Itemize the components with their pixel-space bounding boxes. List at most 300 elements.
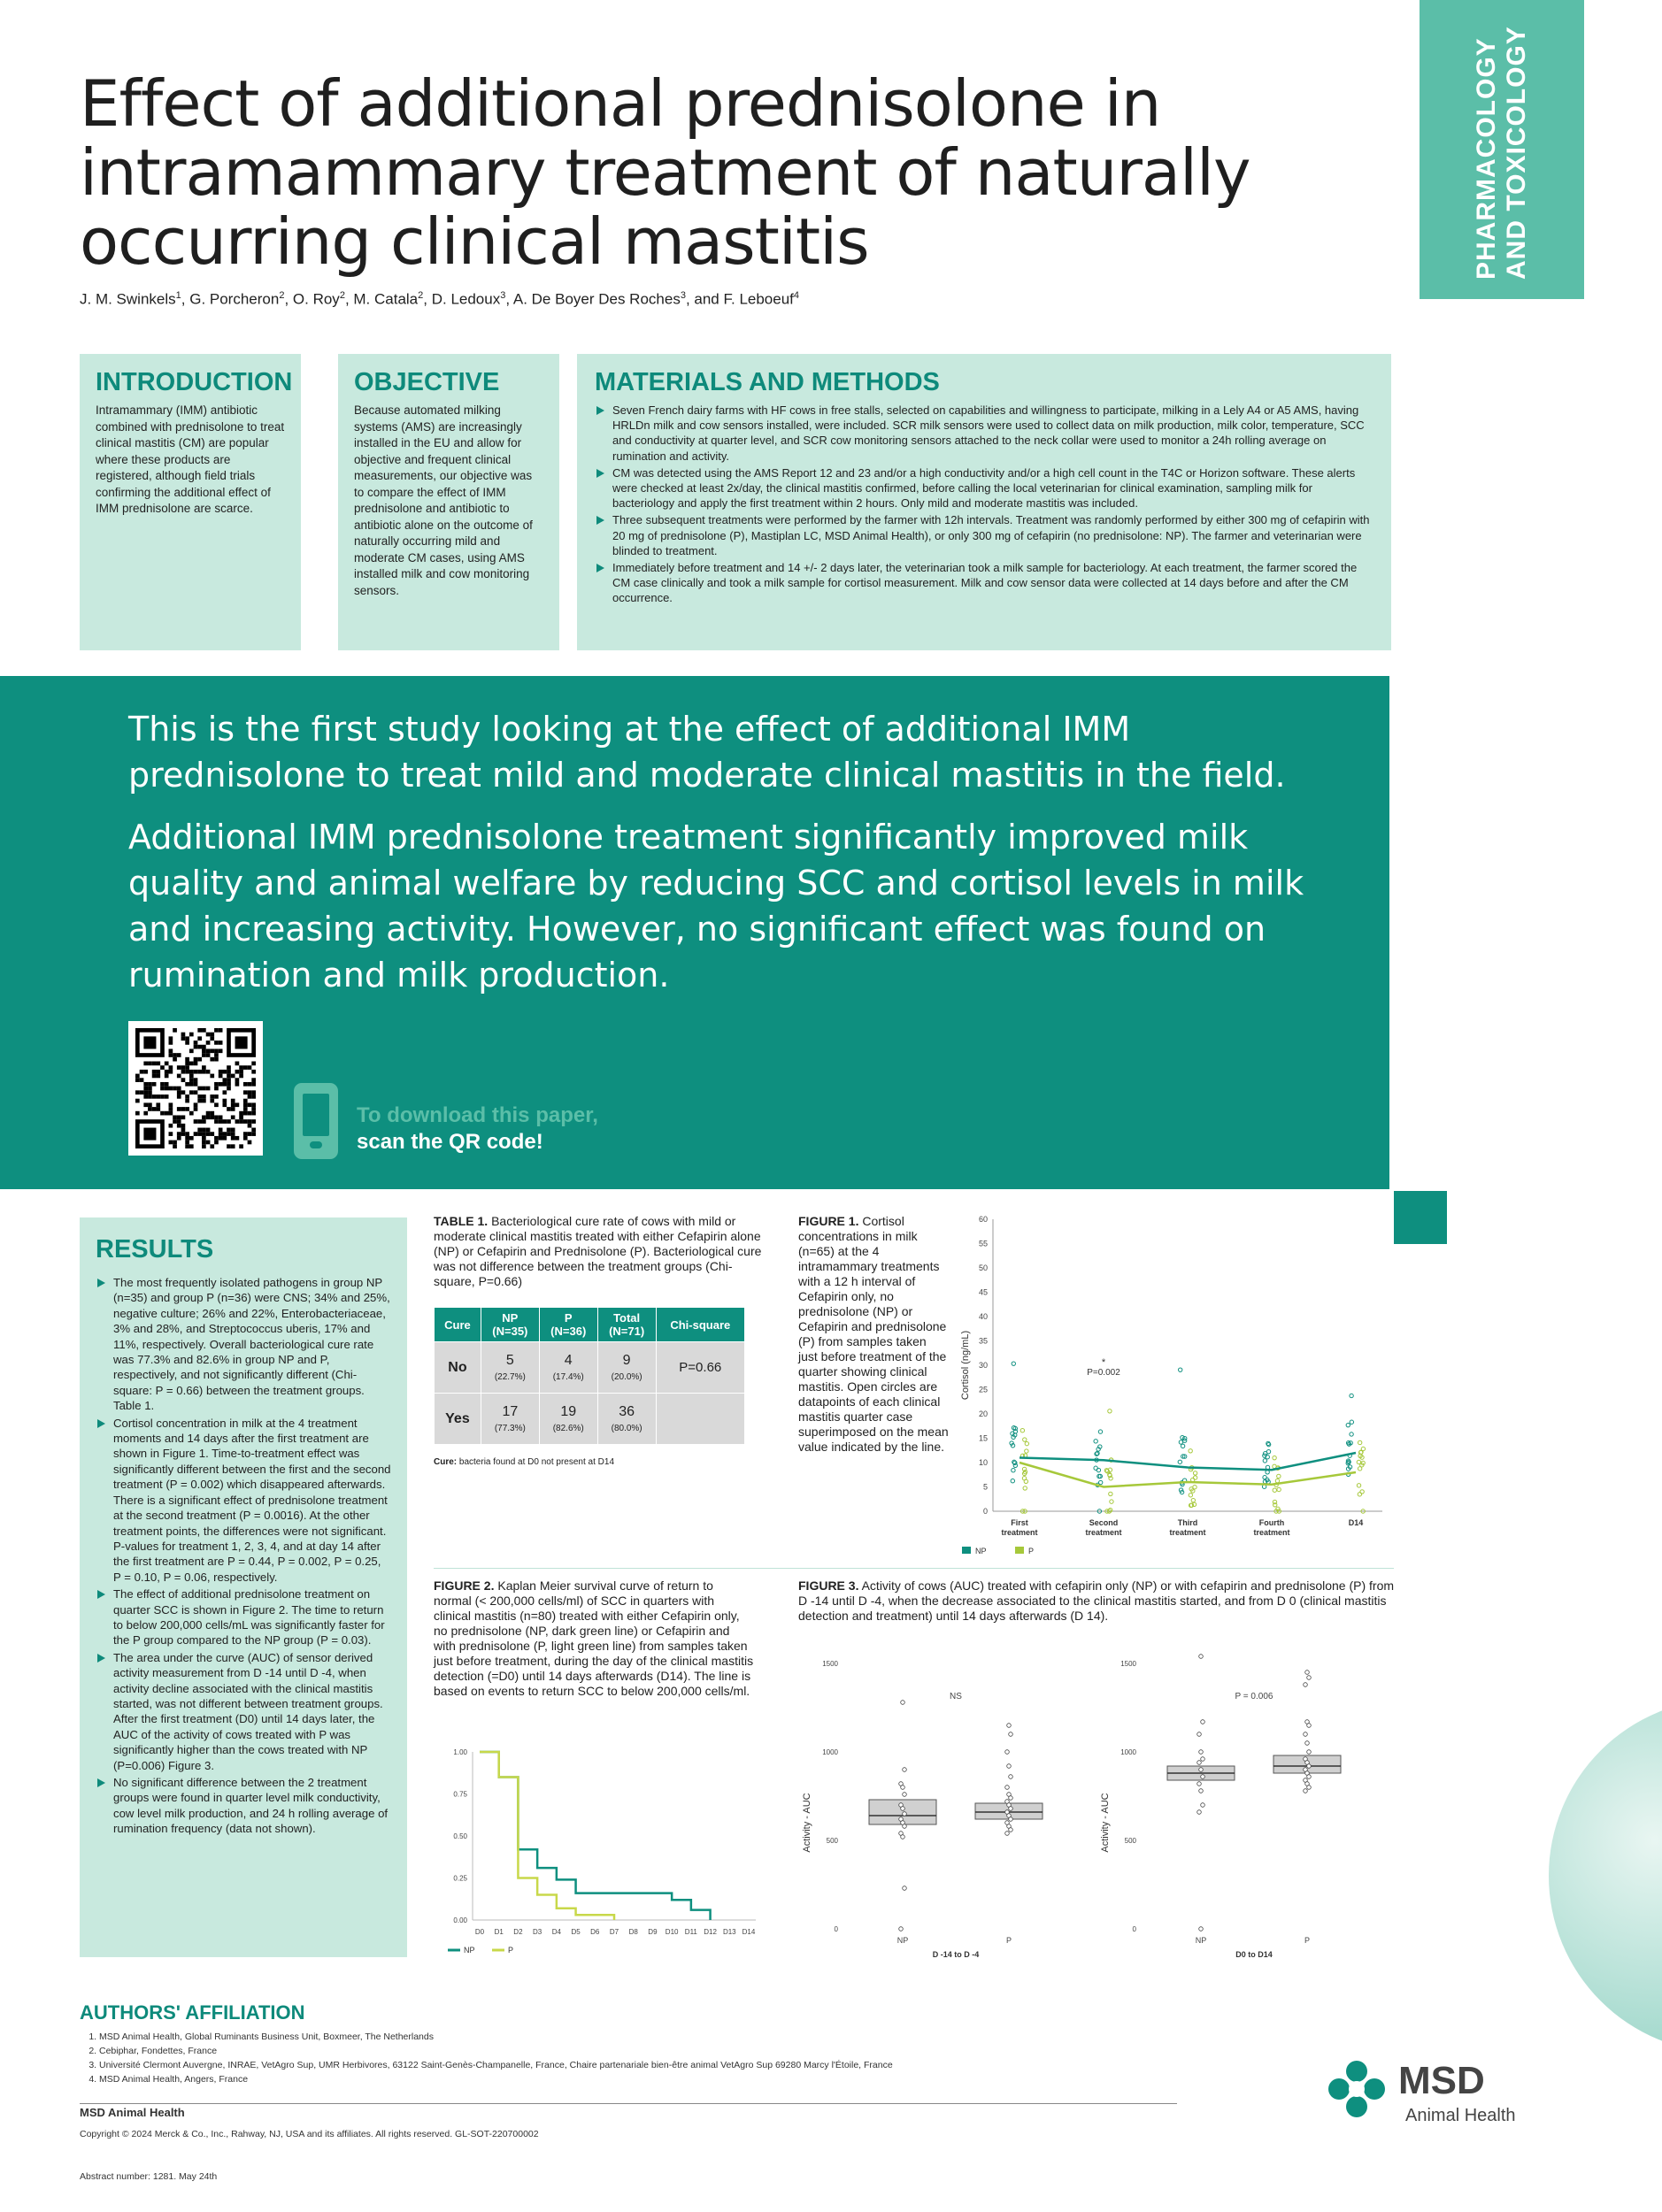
data-point (1201, 1757, 1205, 1762)
data-point (1094, 1466, 1097, 1470)
table-row (435, 1342, 745, 1394)
x-tick-label: First (1011, 1518, 1028, 1527)
author-separator: , (181, 290, 190, 308)
qr-module (177, 1119, 181, 1124)
table-row-label: Yes (435, 1394, 481, 1445)
author-separator: , (505, 290, 513, 308)
qr-module (214, 1094, 219, 1099)
qr-module (194, 1057, 198, 1062)
qr-module (148, 1062, 152, 1066)
figure-3-chart-after (1090, 1646, 1382, 1964)
data-point (1108, 1409, 1112, 1413)
data-point (1005, 1786, 1010, 1790)
qr-module (181, 1128, 186, 1133)
qr-module (156, 1094, 160, 1099)
qr-module (206, 1033, 211, 1037)
data-point (903, 1812, 907, 1816)
qr-module (177, 1132, 181, 1136)
qr-module (185, 1107, 189, 1111)
data-point (1197, 1761, 1202, 1765)
data-point (1350, 1432, 1353, 1436)
x-tick-label: NP (1195, 1936, 1207, 1945)
qr-module (152, 1070, 157, 1074)
data-point (1094, 1440, 1097, 1443)
qr-module (189, 1062, 194, 1066)
x-tick-label: D3 (533, 1928, 542, 1936)
qr-module (169, 1141, 173, 1145)
qr-module (239, 1065, 243, 1070)
qr-module (194, 1041, 198, 1045)
qr-module (231, 1115, 235, 1119)
table-header-cell: NP (N=35) (481, 1308, 539, 1342)
qr-module (231, 1074, 235, 1079)
qr-module (251, 1070, 256, 1074)
qr-module (231, 1102, 235, 1107)
qr-module (165, 1087, 169, 1091)
data-point (1007, 1764, 1012, 1769)
data-point (901, 1835, 905, 1839)
legend-swatch (962, 1547, 971, 1554)
author-list (80, 290, 799, 309)
x-tick-label: D12 (704, 1928, 717, 1936)
qr-module (173, 1087, 177, 1091)
banner-text-2: Additional IMM prednisolone treatment significantly improved milk quality and animal welfare by reducing SCC and cortisol levels in milk and increasing activity. However, no significant effect was found on rumination and milk production. (128, 818, 1304, 995)
y-axis-label: Activity - AUC (1100, 1793, 1111, 1853)
author-affiliation-number: 1 (175, 290, 181, 301)
qr-module (165, 1074, 169, 1079)
qr-module (222, 1132, 227, 1136)
qr-module (181, 1132, 186, 1136)
qr-module (169, 1041, 173, 1045)
qr-module (239, 1070, 243, 1074)
qr-module (197, 1094, 202, 1099)
qr-module (248, 1124, 252, 1128)
qr-module (135, 1090, 140, 1094)
qr-module (206, 1048, 211, 1053)
qr-module (248, 1119, 252, 1124)
methods-box (577, 354, 1391, 650)
poster-title: Effect of additional prednisolone in intramammary treatment of naturally occurring clinical mastitis (80, 66, 1250, 279)
y-tick-label: 25 (978, 1385, 988, 1394)
qr-module (210, 1048, 214, 1053)
qr-module (143, 1082, 148, 1087)
x-tick-label: NP (896, 1936, 909, 1945)
data-point (1273, 1488, 1276, 1492)
data-point (1275, 1479, 1279, 1482)
data-point (1009, 1828, 1013, 1832)
qr-module (235, 1136, 240, 1141)
qr-module (210, 1144, 214, 1148)
qr-module (251, 1119, 256, 1124)
qr-module (222, 1099, 227, 1103)
data-point (1023, 1438, 1027, 1441)
affiliation-heading: AUTHORS' AFFILIATION (80, 2001, 305, 2024)
data-point (903, 1886, 907, 1891)
data-point (1199, 1927, 1204, 1932)
qr-module (143, 1070, 148, 1074)
x-tick-label: treatment (1253, 1528, 1290, 1537)
footer-company: MSD Animal Health (80, 2106, 185, 2119)
qr-module (197, 1057, 202, 1062)
data-point (1277, 1487, 1281, 1491)
data-point (1358, 1493, 1361, 1496)
qr-module (165, 1111, 169, 1116)
list-item: Immediately before treatment and 14 +/- 2 days later, the veterinarian took a milk sample for bacteriology. At each treatment, the farmer scored the CM case clinically and took a milk sample for cortisol measurement. Milk and cow sensor data were collected at 14 days before and after the CM occurrence. (595, 560, 1373, 606)
qr-module (194, 1062, 198, 1066)
data-point (899, 1927, 904, 1932)
qr-module (152, 1062, 157, 1066)
results-list (96, 1275, 391, 1837)
qr-module (169, 1048, 173, 1053)
qr-module (143, 1062, 148, 1066)
qr-module (148, 1090, 152, 1094)
qr-module (214, 1087, 219, 1091)
introduction-heading: INTRODUCTION (96, 368, 293, 396)
qr-module (248, 1065, 252, 1070)
qr-module (181, 1033, 186, 1037)
qr-module (222, 1119, 227, 1124)
table-row-label: No (435, 1342, 481, 1394)
qr-module (210, 1132, 214, 1136)
data-point (1025, 1441, 1028, 1445)
qr-module (222, 1136, 227, 1141)
qr-module (219, 1119, 223, 1124)
author-separator: , and (685, 290, 724, 308)
qr-module (177, 1136, 181, 1141)
qr-module (160, 1065, 165, 1070)
qr-module (181, 1115, 186, 1119)
author-affiliation-number: 3 (500, 290, 506, 301)
qr-module (189, 1082, 194, 1087)
data-point (1358, 1440, 1361, 1444)
table-header-cell: P (N=36) (539, 1308, 597, 1342)
figure-1-caption: FIGURE 1. Cortisol concentrations in milk (n=65) at the 4 intramammary treatments with a 12 h interval of Cefapirin only, no prednisolone (NP) or Cefapirin and prednisolone (P) from samples taken just before treatment of the quarter showing clinical mastitis. Open circles are datapoints of each clinical mastitis quarter case superimposed on the mean value indicated by the line. (798, 1214, 949, 1454)
data-point (1304, 1683, 1308, 1687)
list-item: 2. Cebiphar, Fondettes, France (99, 2044, 1230, 2058)
qr-module (248, 1111, 252, 1116)
qr-module (206, 1115, 211, 1119)
table-1-section (434, 1214, 763, 1467)
legend-label: NP (975, 1547, 987, 1555)
qr-module (219, 1128, 223, 1133)
significance-label: P = 0.006 (1235, 1692, 1273, 1701)
y-tick-label: 60 (978, 1215, 988, 1224)
qr-module (185, 1062, 189, 1066)
qr-module (214, 1082, 219, 1087)
y-tick-label: 0.25 (453, 1874, 467, 1883)
x-tick-label: treatment (1085, 1528, 1122, 1537)
qr-module (143, 1102, 148, 1107)
download-text-1: To download this paper, (357, 1103, 598, 1127)
author-separator: , (423, 290, 432, 308)
qr-module (206, 1087, 211, 1091)
qr-module (210, 1074, 214, 1079)
qr-module (135, 1078, 140, 1082)
qr-module (202, 1065, 206, 1070)
qr-module (189, 1136, 194, 1141)
qr-module (148, 1107, 152, 1111)
qr-module (165, 1082, 169, 1087)
results-heading: RESULTS (96, 1235, 214, 1263)
data-point (1197, 1782, 1202, 1786)
qr-code[interactable] (128, 1021, 263, 1156)
list-item: The most frequently isolated pathogens in group NP (n=35) and group P (n=36) were CNS; 34% and 25%, negative culture; 26% and 22%, Enterobacteriaceae, 3% and 28%, and Streptococcus uberis, 17% and 11%, respectively. Overall bacteriological cure rate was 77.3% and 82.6% in group NP and P, respectively, and not significantly different (Chi-square: P = 0.66) between the treatment groups. Table 1. (96, 1275, 391, 1414)
data-point (1266, 1449, 1270, 1453)
qr-module (227, 1132, 231, 1136)
qr-module (177, 1053, 181, 1057)
qr-module (222, 1082, 227, 1087)
x-tick-label: Second (1089, 1518, 1119, 1527)
qr-module (197, 1132, 202, 1136)
data-point (1178, 1460, 1181, 1463)
data-point (1007, 1724, 1012, 1728)
qr-module (189, 1048, 194, 1053)
qr-module (156, 1070, 160, 1074)
qr-module (197, 1087, 202, 1091)
qr-module (189, 1074, 194, 1079)
y-tick-label: 1.00 (453, 1748, 467, 1756)
data-point (1199, 1655, 1204, 1659)
qr-module (197, 1036, 202, 1041)
qr-module (206, 1128, 211, 1133)
qr-module (210, 1036, 214, 1041)
qr-module (148, 1094, 152, 1099)
data-point (1263, 1459, 1266, 1463)
qr-module (173, 1115, 177, 1119)
qr-module (243, 1099, 248, 1103)
qr-module (202, 1070, 206, 1074)
section-divider (434, 1568, 1394, 1569)
data-point (1201, 1720, 1205, 1724)
qr-module (173, 1053, 177, 1057)
qr-module (210, 1057, 214, 1062)
qr-module (194, 1070, 198, 1074)
x-tick-label: Fourth (1258, 1518, 1285, 1527)
qr-module (222, 1070, 227, 1074)
y-tick-label: 0 (982, 1507, 988, 1516)
qr-module (194, 1045, 198, 1049)
table-chi-cell: P=0.66 (656, 1342, 744, 1394)
qr-module (152, 1074, 157, 1079)
qr-module (181, 1036, 186, 1041)
qr-module (177, 1090, 181, 1094)
qr-module (219, 1048, 223, 1053)
author-affiliation-number: 4 (793, 290, 800, 301)
banner-text-1: This is the first study looking at the effect of additional IMM prednisolone to treat mild and moderate clinical mastitis in the field. (128, 710, 1286, 795)
y-tick-label: 500 (1124, 1837, 1136, 1845)
author-name: O. Roy (292, 290, 340, 308)
qr-module (210, 1033, 214, 1037)
data-point (1181, 1444, 1184, 1448)
qr-module (140, 1070, 144, 1074)
data-point (1199, 1750, 1204, 1755)
author-name: J. M. Swinkels (80, 290, 176, 308)
qr-module (169, 1036, 173, 1041)
qr-module (214, 1028, 219, 1033)
significance-label: NS (950, 1692, 962, 1701)
data-point (1005, 1750, 1010, 1755)
qr-module (169, 1053, 173, 1057)
qr-module (185, 1057, 189, 1062)
qr-module (177, 1065, 181, 1070)
key-message-banner (0, 676, 1389, 1189)
qr-module (177, 1107, 181, 1111)
qr-module (222, 1102, 227, 1107)
qr-module (156, 1102, 160, 1107)
x-tick-label: P (1005, 1936, 1012, 1945)
table-1 (434, 1307, 745, 1445)
footer-copyright: Copyright © 2024 Merck & Co., Inc., Rahway, NJ, USA and its affiliates. All rights reserved. GL-SOT-220700002 (80, 2129, 539, 2139)
list-item: No significant difference between the 2 treatment groups were found in quarter level milk conductivity, cow level milk production, and 24 h rolling average of rumination frequency (data not shown). (96, 1775, 391, 1837)
qr-module (177, 1124, 181, 1128)
footer (80, 2106, 1177, 2184)
msd-logo-name: MSD (1398, 2059, 1485, 2102)
data-point (1305, 1741, 1310, 1746)
qr-module (202, 1094, 206, 1099)
qr-module (185, 1082, 189, 1087)
qr-module (169, 1065, 173, 1070)
qr-module (173, 1141, 177, 1145)
author-name: M. Catala (353, 290, 419, 308)
qr-module (235, 1102, 240, 1107)
qr-module (248, 1082, 252, 1087)
x-tick-label: D14 (1348, 1518, 1364, 1527)
qr-module (227, 1065, 231, 1070)
x-tick-label: D7 (609, 1928, 619, 1936)
data-point (1307, 1724, 1312, 1728)
data-point (1110, 1500, 1113, 1503)
qr-module (206, 1141, 211, 1145)
qr-module (185, 1041, 189, 1045)
table-cell: 4 (17.4%) (539, 1342, 597, 1394)
data-point (1350, 1420, 1353, 1424)
decorative-arc (1531, 1699, 1662, 2053)
data-point (1197, 1732, 1202, 1737)
qr-module (219, 1132, 223, 1136)
introduction-text: Intramammary (IMM) antibiotic combined with prednisolone to treat clinical mastitis (CM) are popular where these products are registered, although field trials confirming the additional effect of IMM prednisolone are scarce. (96, 403, 285, 515)
qr-module (227, 1082, 231, 1087)
qr-module (156, 1062, 160, 1066)
y-tick-label: 0.50 (453, 1832, 467, 1840)
data-point (1197, 1810, 1202, 1815)
qr-module (185, 1141, 189, 1145)
data-point (1307, 1676, 1312, 1680)
author-name: D. Ledoux (431, 290, 501, 308)
footer-rule (80, 2103, 1177, 2104)
y-tick-label: 0 (834, 1925, 838, 1933)
table-1-note: Cure: bacteria found at D0 not present at D14 (434, 1457, 615, 1467)
table-header-cell: Total (N=71) (597, 1308, 656, 1342)
qr-module (173, 1057, 177, 1062)
table-1-caption: TABLE 1. Bacteriological cure rate of cows with mild or moderate clinical mastitis treated with either Cefapirin alone (NP) or Cefapirin and Prednisolone (P). Bacteriological cure was not difference between the treatment groups (Chi-square, P=0.66) (434, 1214, 762, 1288)
x-tick-label: D4 (551, 1928, 561, 1936)
list-item: The area under the curve (AUC) of sensor derived activity measurement from D -14 until D -4, when activity decline associated with the clinical mastitis started, was not different between treatment groups. After the first treatment (D0) until 14 days later, the AUC of the activity of cows treated with P was significantly higher than the cows treated with NP (P=0.006) Figure 3. (96, 1650, 391, 1773)
qr-module (231, 1128, 235, 1133)
qr-module (169, 1107, 173, 1111)
qr-module (231, 1144, 235, 1148)
data-point (1012, 1362, 1015, 1365)
msd-logo-icon (1327, 2060, 1386, 2118)
data-point (1005, 1832, 1010, 1836)
qr-module (156, 1107, 160, 1111)
qr-module (169, 1102, 173, 1107)
data-point (1179, 1440, 1182, 1444)
data-point (901, 1786, 905, 1790)
qr-module (202, 1053, 206, 1057)
qr-module (248, 1141, 252, 1145)
data-point (1201, 1803, 1205, 1808)
qr-module (194, 1078, 198, 1082)
qr-module (214, 1136, 219, 1141)
qr-module (194, 1132, 198, 1136)
data-point (1304, 1732, 1308, 1737)
y-tick-label: 55 (978, 1239, 988, 1248)
data-point (1277, 1474, 1281, 1478)
data-point (1011, 1479, 1014, 1482)
qr-module (214, 1053, 219, 1057)
qr-module (169, 1111, 173, 1116)
qr-module (214, 1115, 219, 1119)
qr-module (143, 1111, 148, 1116)
table-cell: 5 (22.7%) (481, 1342, 539, 1394)
qr-module (197, 1128, 202, 1133)
list-item: CM was detected using the AMS Report 12 and 23 and/or a high conductivity and/or a high cell count in the T4C or Horizon software. These alerts were checked at least 2x/day, the clinical mastitis confirmed, before calling the local veterinarian for clinical examination, sampling milk for bacteriology and apply the first treatment within 2 hours. Only mild and moderate mastitis was included. (595, 465, 1373, 511)
qr-module (239, 1111, 243, 1116)
significance-star: * (1101, 1357, 1106, 1368)
qr-module (202, 1099, 206, 1103)
qr-module (243, 1090, 248, 1094)
qr-module (194, 1102, 198, 1107)
x-tick-label: D0 (474, 1928, 485, 1936)
qr-module (210, 1115, 214, 1119)
data-point (1307, 1750, 1312, 1755)
x-tick-label: D11 (684, 1928, 697, 1936)
qr-module (219, 1115, 223, 1119)
figure-1-caption-block (798, 1214, 949, 1455)
qr-module (197, 1045, 202, 1049)
affiliation-list (80, 2030, 1230, 2086)
qr-module (206, 1111, 211, 1116)
qr-module (251, 1128, 256, 1133)
qr-module (135, 1099, 140, 1103)
data-point (1023, 1486, 1027, 1490)
qr-module (251, 1062, 256, 1066)
data-point (1009, 1775, 1013, 1779)
data-point (1193, 1471, 1196, 1475)
x-tick-label: treatment (1001, 1528, 1038, 1537)
qr-module (231, 1107, 235, 1111)
qr-module (251, 1090, 256, 1094)
methods-heading: MATERIALS AND METHODS (595, 368, 940, 396)
qr-module (227, 1119, 231, 1124)
qr-module (227, 1087, 231, 1091)
qr-module (189, 1070, 194, 1074)
qr-module (202, 1028, 206, 1033)
qr-module (227, 1107, 231, 1111)
qr-module (243, 1107, 248, 1111)
category-line-1: PHARMACOLOGY (1472, 37, 1501, 280)
qr-module (251, 1102, 256, 1107)
data-point (1307, 1775, 1312, 1779)
qr-module (185, 1144, 189, 1148)
qr-module (227, 1070, 231, 1074)
table-cell: 36 (80.0%) (597, 1394, 656, 1445)
y-tick-label: 0.00 (453, 1916, 467, 1924)
qr-module (181, 1124, 186, 1128)
qr-module (202, 1144, 206, 1148)
qr-module (251, 1078, 256, 1082)
qr-module (219, 1070, 223, 1074)
